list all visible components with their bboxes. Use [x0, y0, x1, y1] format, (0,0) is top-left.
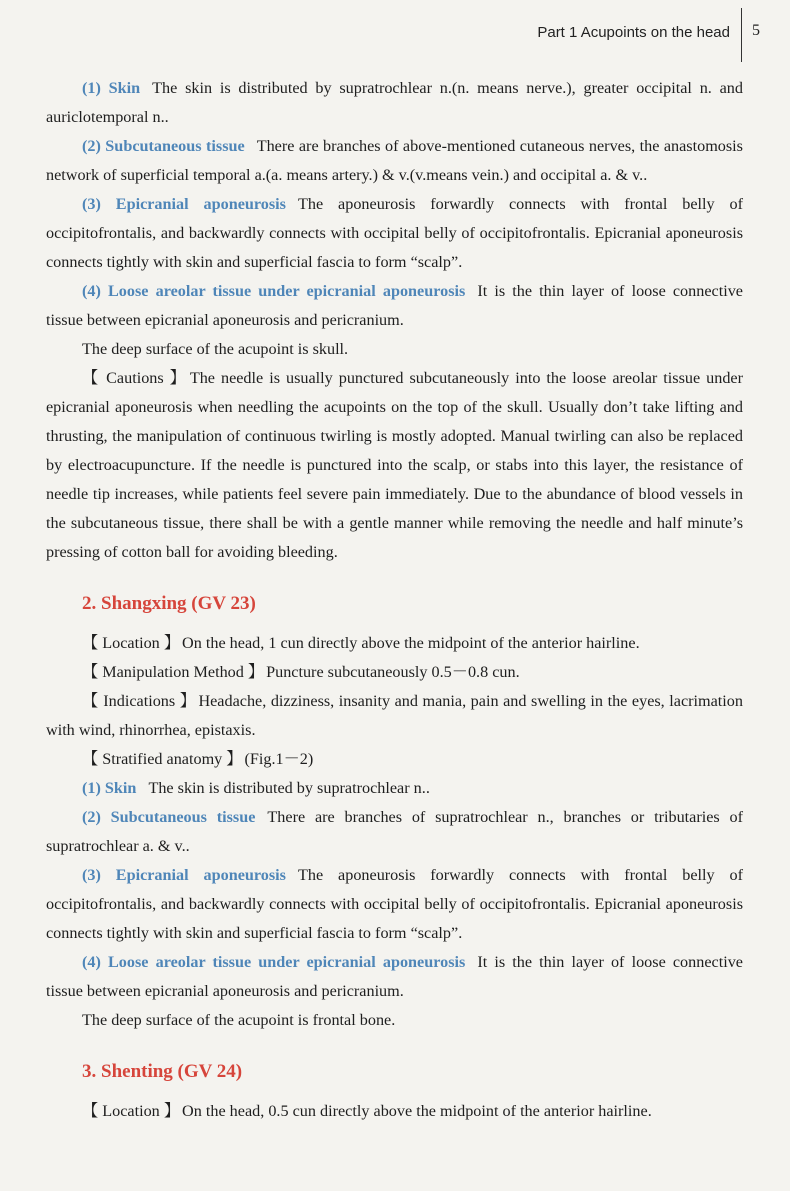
acupoint-title-shangxing: 2. Shangxing (GV 23) [82, 593, 256, 614]
page-number: 5 [752, 22, 760, 39]
section-heading: (2) Subcutaneous tissue [82, 137, 245, 155]
paragraph-text: The aponeurosis forwardly connects with frontal belly of occipitofrontalis, and backwardly connects with occipital belly of occipitofrontalis. Epicranial aponeurosis connects tightly with skin and superficial fascia to form “scalp”. [46, 195, 743, 271]
paragraph-loose-areolar [46, 277, 743, 335]
paragraph-location [46, 1097, 743, 1126]
paragraph-text: Headache, dizziness, insanity and mania, pain and swelling in the eyes, lacrimation with wind, rhinorrhea, epistaxis. [46, 692, 743, 739]
paragraph-text: It is the thin layer of loose connective tissue between epicranial aponeurosis and pericranium. [46, 953, 743, 1000]
paragraph-stratified-anatomy [46, 745, 743, 774]
location-label: 【 Location 】 [82, 634, 181, 652]
paragraph-text: On the head, 0.5 cun directly above the midpoint of the anterior hairline. [182, 1102, 652, 1120]
paragraph-cautions [46, 364, 743, 567]
paragraph-loose-areolar [46, 948, 743, 1006]
paragraph-text: On the head, 1 cun directly above the midpoint of the anterior hairline. [182, 634, 640, 652]
running-title: Part 1 Acupoints on the head [537, 24, 730, 41]
paragraph-text: The skin is distributed by supratrochlear n.. [148, 779, 430, 797]
paragraph-deep-surface: The deep surface of the acupoint is frontal bone. [82, 1011, 396, 1029]
paragraph-location [46, 629, 743, 658]
cautions-label: 【 Cautions 】 [82, 369, 188, 387]
paragraph-epicranial [46, 190, 743, 277]
location-label: 【 Location 】 [82, 1102, 181, 1120]
paragraph-text: The needle is usually punctured subcutaneously into the loose areolar tissue under epicranial aponeurosis when needling the acupoints on the top of the skull. Usually don’t take lifting and thrusting, the manipulation of continuous twirling is mostly adopted. Manual twirling can also be replaced by electroacupuncture. If the needle is punctured into the scalp, or stabs into this layer, the resistance of needle tip increases, while patients feel severe pain immediately. Due to the abundance of blood vessels in the subcutaneous tissue, there shall be with a gentle manner while removing the needle and half minute’s pressing of cotton ball for avoiding bleeding. [46, 369, 743, 561]
section-heading: (3) Epicranial aponeurosis [82, 195, 286, 213]
indications-label: 【 Indications 】 [82, 692, 197, 710]
section-heading: (1) Skin [82, 79, 141, 97]
figure-reference: (Fig.1－2) [244, 750, 314, 768]
paragraph-skin [46, 74, 743, 132]
anatomy-label: 【 Stratified anatomy 】 [82, 750, 243, 768]
paragraph-text: The aponeurosis forwardly connects with frontal belly of occipitofrontalis, and backwardly connects with occipital belly of occipitofrontalis. Epicranial aponeurosis connects tightly with skin and superficial fascia to form “scalp”. [46, 866, 743, 942]
paragraph-subcutaneous [46, 803, 743, 861]
section-heading: (3) Epicranial aponeurosis [82, 866, 286, 884]
paragraph-deep-surface: The deep surface of the acupoint is skull. [82, 340, 349, 358]
header-divider [741, 8, 742, 62]
paragraph-indications [46, 687, 743, 745]
paragraph-skin [46, 774, 743, 803]
paragraph-text: It is the thin layer of loose connective tissue between epicranial aponeurosis and pericranium. [46, 282, 743, 329]
paragraph-text: Puncture subcutaneously 0.5－0.8 cun. [266, 663, 520, 681]
acupoint-title-shenting: 3. Shenting (GV 24) [82, 1061, 243, 1082]
page-body [46, 74, 743, 1126]
section-heading: (4) Loose areolar tissue under epicranial aponeurosis [82, 953, 466, 971]
section-heading: (1) Skin [82, 779, 137, 797]
section-heading: (2) Subcutaneous tissue [82, 808, 256, 826]
paragraph-epicranial [46, 861, 743, 948]
paragraph-text: There are branches of above-mentioned cutaneous nerves, the anastomosis network of superficial temporal a.(a. means artery.) & v.(v.means vein.) and occipital a. & v.. [46, 137, 743, 184]
paragraph-text: There are branches of supratrochlear n., branches or tributaries of supratrochlear a. & v.. [46, 808, 743, 855]
paragraph-subcutaneous [46, 132, 743, 190]
page-header [0, 0, 790, 60]
manipulation-label: 【 Manipulation Method 】 [82, 663, 265, 681]
paragraph-text: The skin is distributed by supratrochlear n.(n. means nerve.), greater occipital n. and auriclotemporal n.. [46, 79, 743, 126]
paragraph-manipulation [46, 658, 743, 687]
section-heading: (4) Loose areolar tissue under epicranial aponeurosis [82, 282, 466, 300]
